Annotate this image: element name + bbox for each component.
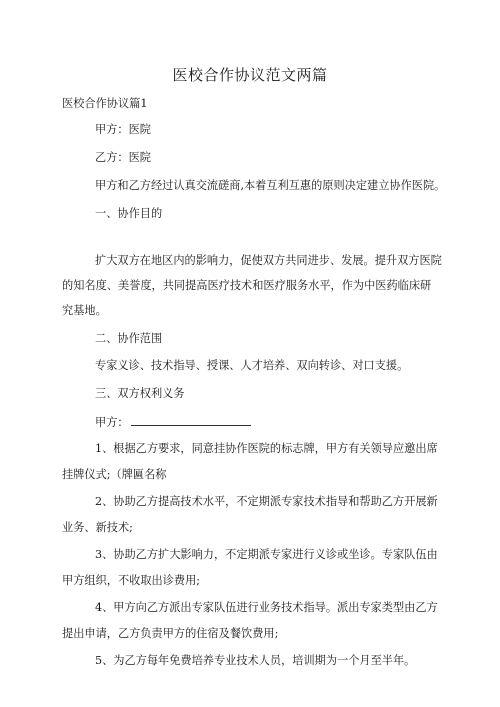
item-2-line-1: 2、协助乙方提高技术水平，不定期派专家技术指导和帮助乙方开展新 [95,495,438,508]
item-1-line-1: 1、根据乙方要求，同意挂协作医院的标志牌，甲方有关领导应邀出席 [95,442,438,455]
item-5-line-1: 5、为乙方每年免费培养专业技术人员，培训期为一个月至半年。 [95,654,416,667]
scope-paragraph: 专家义诊、技术指导、授课、人才培养、双向转诊、对口支援。 [95,359,409,372]
heading-rights: 三、双方权利义务 [95,387,185,400]
item-4-line-2: 提出申请，乙方负责甲方的住宿及餐饮费用; [62,627,279,640]
heading-scope: 二、协作范围 [95,332,163,345]
item-3-line-2: 甲方组织，不收取出诊费用; [62,574,201,587]
purpose-line-1: 扩大双方在地区内的影响力，促使双方共同进步、发展。提升双方医院 [95,254,442,267]
item-4-line-1: 4、甲方向乙方派出专家队伍进行业务技术指导。派出专家类型由乙方 [95,601,438,614]
document-title: 医校合作协议范文两篇 [172,66,328,84]
item-2-line-2: 业务、新技术; [62,521,133,534]
item-3-line-1: 3、协助乙方扩大影响力，不定期派专家进行义诊或坐诊。专家队伍由 [95,548,438,561]
intro-paragraph: 甲方和乙方经过认真交流磋商,本着互利互惠的原则决定建立协作医院。 [95,179,446,192]
party-a-line: 甲方：医院 [95,123,151,136]
party-a-label: 甲方： [95,416,129,429]
party-b-line: 乙方：医院 [95,151,151,164]
party-a-signature-line [95,414,251,430]
purpose-line-3: 究基地。 [62,304,107,317]
section-heading: 医校合作协议篇1 [62,97,148,110]
party-a-blank [131,414,251,426]
item-1-line-2: 挂牌仪式;（牌匾名称 [62,468,167,481]
purpose-line-2: 的知名度、美誉度，共同提高医疗技术和医疗服务水平，作为中医药临床研 [62,279,432,292]
heading-purpose: 一、协作目的 [95,207,163,220]
